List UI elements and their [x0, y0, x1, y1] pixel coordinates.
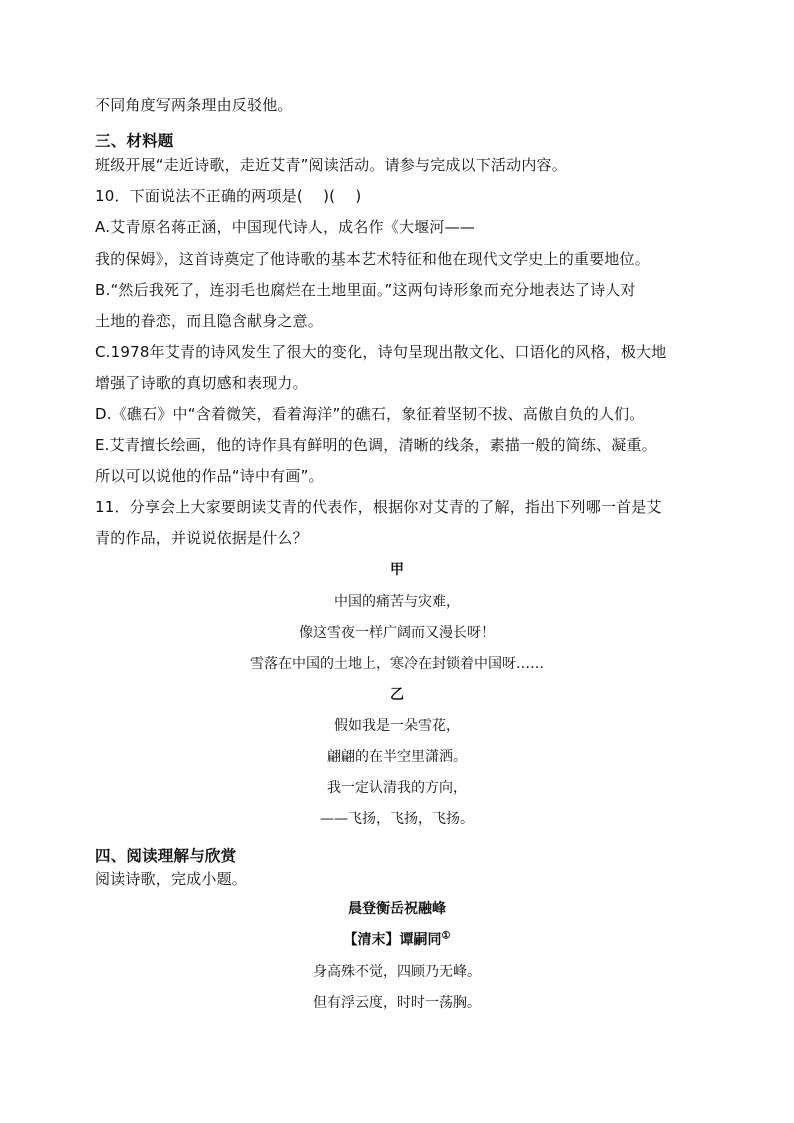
poem-jia-line: 雪落在中国的土地上，寒冷在封锁着中国呀…… — [250, 656, 544, 672]
question-10: 10．下面说法不正确的两项是( )( ) — [95, 187, 362, 205]
poem-yi-line: ——飞扬，飞扬，飞扬。 — [320, 811, 474, 827]
section-heading-reading: 四、阅读理解与欣赏 — [95, 847, 237, 865]
poem-line: 身高殊不觉，四顾乃无峰。 — [313, 964, 481, 980]
poem-yi-line: 假如我是一朵雪花， — [334, 718, 460, 734]
poem-jia-line: 像这雪夜一样广阔而又漫长呀！ — [299, 625, 495, 641]
poem-author-text: 【清末】谭嗣同 — [343, 932, 442, 948]
question-11-line-1: 11．分享会上大家要朗读艾青的代表作，根据你对艾青的了解，指出下列哪一首是艾 — [95, 498, 662, 516]
poem-yi-line: 我一定认清我的方向， — [327, 780, 467, 796]
poem-line: 但有浮云度，时时一荡胸。 — [313, 995, 481, 1011]
poem-title: 晨登衡岳祝融峰 — [348, 901, 446, 917]
poem-yi-line: 翩翩的在半空里潇洒。 — [327, 749, 467, 765]
reading-instruction: 阅读诗歌，完成小题。 — [95, 870, 248, 888]
option-c-line-1: C.1978年艾青的诗风发生了很大的变化，诗句呈现出散文化、口语化的风格，极大地 — [95, 343, 667, 361]
option-a-line-2: 我的保姆》，这首诗奠定了他诗歌的基本艺术特征和他在现代文学史上的重要地位。 — [95, 250, 650, 268]
option-b-line-2: 土地的眷恋，而且隐含献身之意。 — [95, 312, 324, 330]
poem-jia-label: 甲 — [390, 562, 404, 578]
poem-author — [0, 930, 794, 950]
question-11-line-2: 青的作品，并说说依据是什么？ — [95, 529, 308, 547]
footnote-marker: ① — [441, 930, 451, 942]
poem-yi-label: 乙 — [390, 687, 404, 703]
poem-jia-line: 中国的痛苦与灾难， — [334, 594, 460, 610]
text-line: 班级开展“走近诗歌，走近艾青”阅读活动。请参与完成以下活动内容。 — [95, 156, 567, 174]
section-heading-materials: 三、材料题 — [95, 132, 174, 150]
option-e-line-1: E.艾青擅长绘画，他的诗作具有鲜明的色调，清晰的线条，素描一般的简练、凝重。 — [95, 436, 657, 454]
option-b-line-1: B.“然后我死了，连羽毛也腐烂在土地里面。”这两句诗形象而充分地表达了诗人对 — [95, 281, 636, 299]
option-d: D.《礁石》中“含着微笑，看着海洋”的礁石，象征着坚韧不拔、高傲自负的人们。 — [95, 405, 645, 423]
option-a-line-1: A.艾青原名蒋正涵，中国现代诗人，成名作《大堰河—— — [95, 218, 475, 236]
text-line: 不同角度写两条理由反驳他。 — [95, 96, 293, 114]
option-e-line-2: 所以可以说他的作品“诗中有画”。 — [95, 467, 324, 485]
option-c-line-2: 增强了诗歌的真切感和表现力。 — [95, 374, 308, 392]
